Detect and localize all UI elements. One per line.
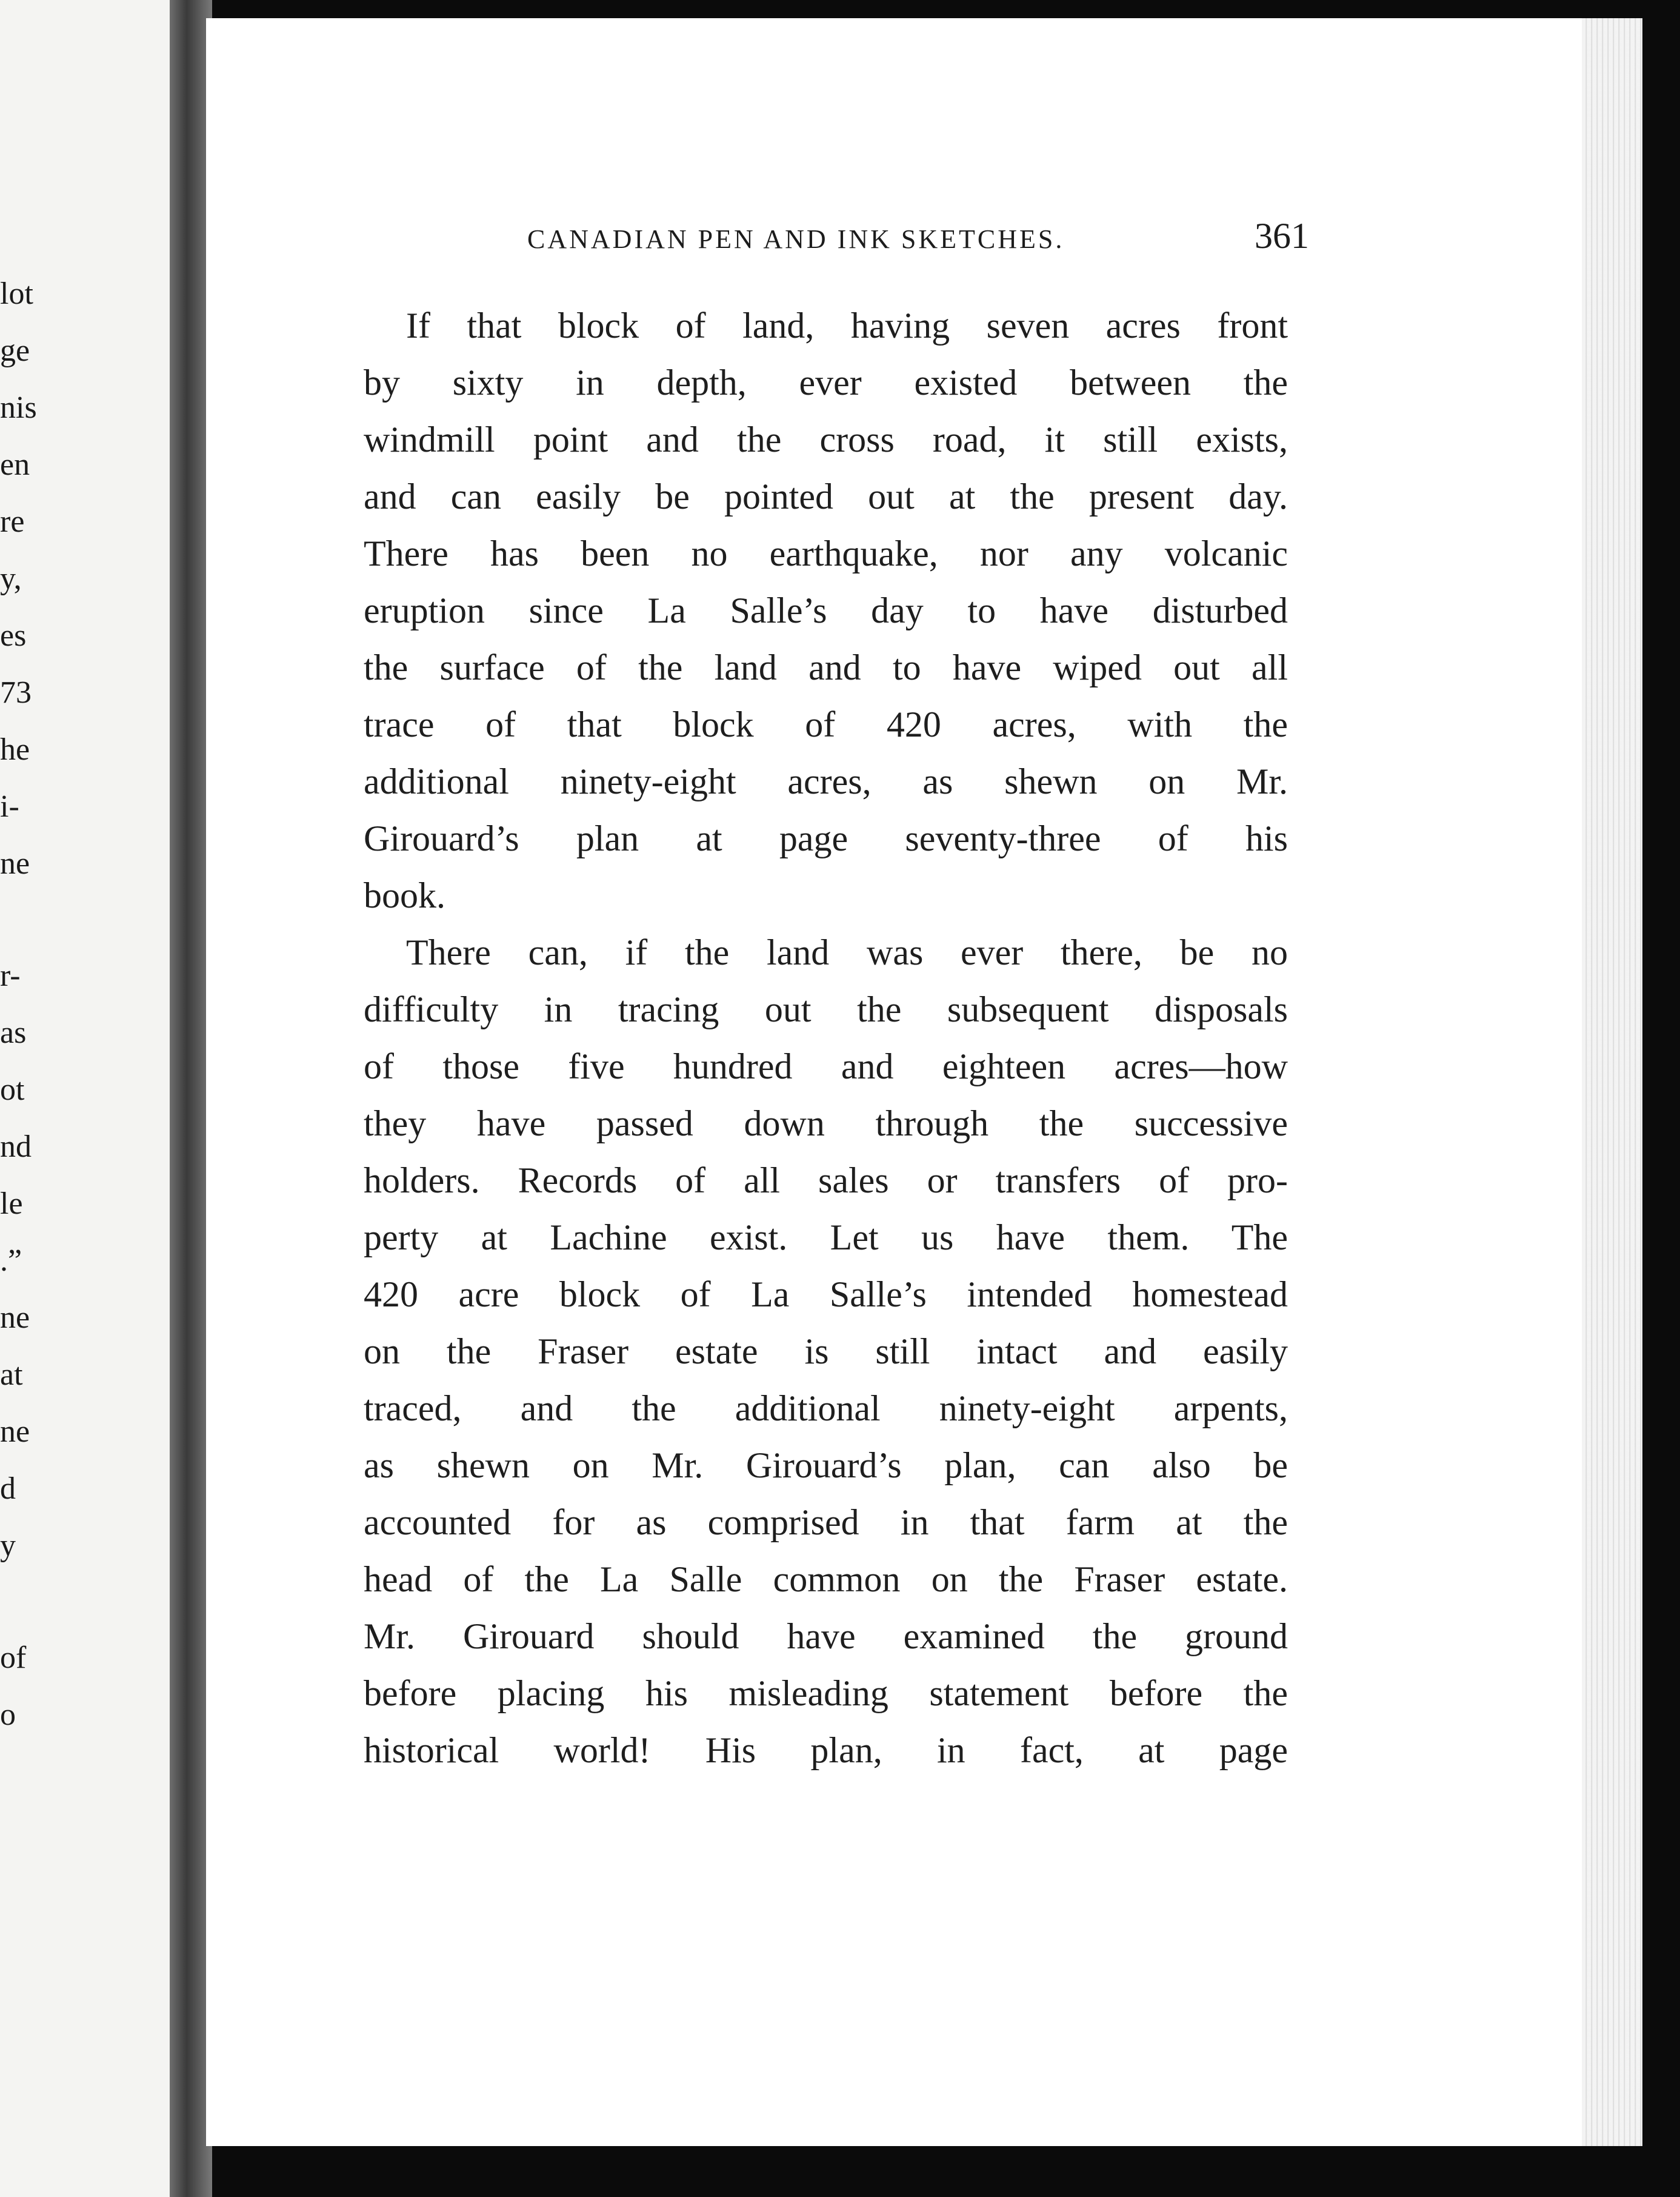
text-line: the surface of the land and to have wiped out all	[364, 647, 1288, 687]
left-fragment: nis	[0, 390, 37, 425]
text-line: perty at Lachine exist. Let us have them. The	[364, 1217, 1288, 1257]
text-line: 420 acre block of La Salle’s intended homestead	[364, 1274, 1288, 1314]
left-fragment: he	[0, 732, 30, 767]
text-line: head of the La Salle common on the Fraser estate.	[364, 1559, 1288, 1599]
text-line: accounted for as comprised in that farm at the	[364, 1502, 1288, 1542]
left-fragment: of	[0, 1640, 27, 1675]
running-head-title: CANADIAN PEN AND INK SKETCHES.	[527, 224, 1065, 254]
text-line: as shewn on Mr. Girouard’s plan, can also be	[364, 1445, 1288, 1485]
text-line: eruption since La Salle’s day to have disturbed	[364, 590, 1288, 630]
text-line: There can, if the land was ever there, be no	[406, 932, 1288, 972]
left-fragment: nd	[0, 1129, 32, 1164]
text-line: additional ninety-eight acres, as shewn on Mr.	[364, 761, 1288, 801]
text-line: Mr. Girouard should have examined the ground	[364, 1616, 1288, 1656]
left-fragment: i-	[0, 789, 19, 824]
text-line: trace of that block of 420 acres, with the	[364, 704, 1288, 744]
left-fragment: le	[0, 1186, 23, 1221]
text-line: historical world! His plan, in fact, at page	[364, 1730, 1288, 1770]
text-line: before placing his misleading statement before the	[364, 1673, 1288, 1713]
left-facing-page	[0, 0, 182, 2197]
left-fragment: en	[0, 447, 30, 482]
left-fragment: ne	[0, 846, 30, 881]
text-line: of those five hundred and eighteen acres—how	[364, 1046, 1288, 1086]
left-fragment: y	[0, 1528, 16, 1563]
text-line: difficulty in tracing out the subsequent disposals	[364, 989, 1288, 1029]
text-line: holders. Records of all sales or transfers of pro-	[364, 1160, 1288, 1200]
text-line: windmill point and the cross road, it still exists,	[364, 420, 1288, 460]
paragraph-2	[364, 924, 1288, 1779]
left-fragment: ge	[0, 333, 30, 368]
left-fragment: d	[0, 1471, 16, 1506]
paragraph-1	[364, 297, 1288, 924]
left-fragment: ne	[0, 1300, 30, 1335]
text-line: by sixty in depth, ever existed between the	[364, 363, 1288, 403]
left-fragment: 73	[0, 675, 32, 710]
text-line: There has been no earthquake, nor any volcanic	[364, 533, 1288, 573]
left-fragment: r-	[0, 958, 21, 993]
left-fragment: .”	[0, 1243, 22, 1278]
left-fragment: ne	[0, 1414, 30, 1449]
left-fragment: lot	[0, 276, 33, 311]
text-line: If that block of land, having seven acres front	[406, 306, 1288, 346]
page-edge-stack	[1582, 18, 1642, 2146]
page-body	[364, 297, 1288, 1779]
left-fragment: ot	[0, 1072, 25, 1107]
text-line: book.	[364, 875, 445, 915]
text-line: Girouard’s plan at page seventy-three of his	[364, 818, 1288, 858]
text-line: traced, and the additional ninety-eight arpents,	[364, 1388, 1288, 1428]
text-line: they have passed down through the successive	[364, 1103, 1288, 1143]
left-fragment: es	[0, 618, 27, 653]
left-fragment: re	[0, 504, 25, 539]
page-number: 361	[1255, 216, 1309, 256]
text-line: on the Fraser estate is still intact and easily	[364, 1331, 1288, 1371]
text-line: and can easily be pointed out at the present day.	[364, 477, 1288, 517]
left-fragment: at	[0, 1357, 23, 1392]
left-fragment: as	[0, 1015, 27, 1050]
left-fragment: o	[0, 1697, 16, 1732]
left-fragment: y,	[0, 561, 22, 596]
